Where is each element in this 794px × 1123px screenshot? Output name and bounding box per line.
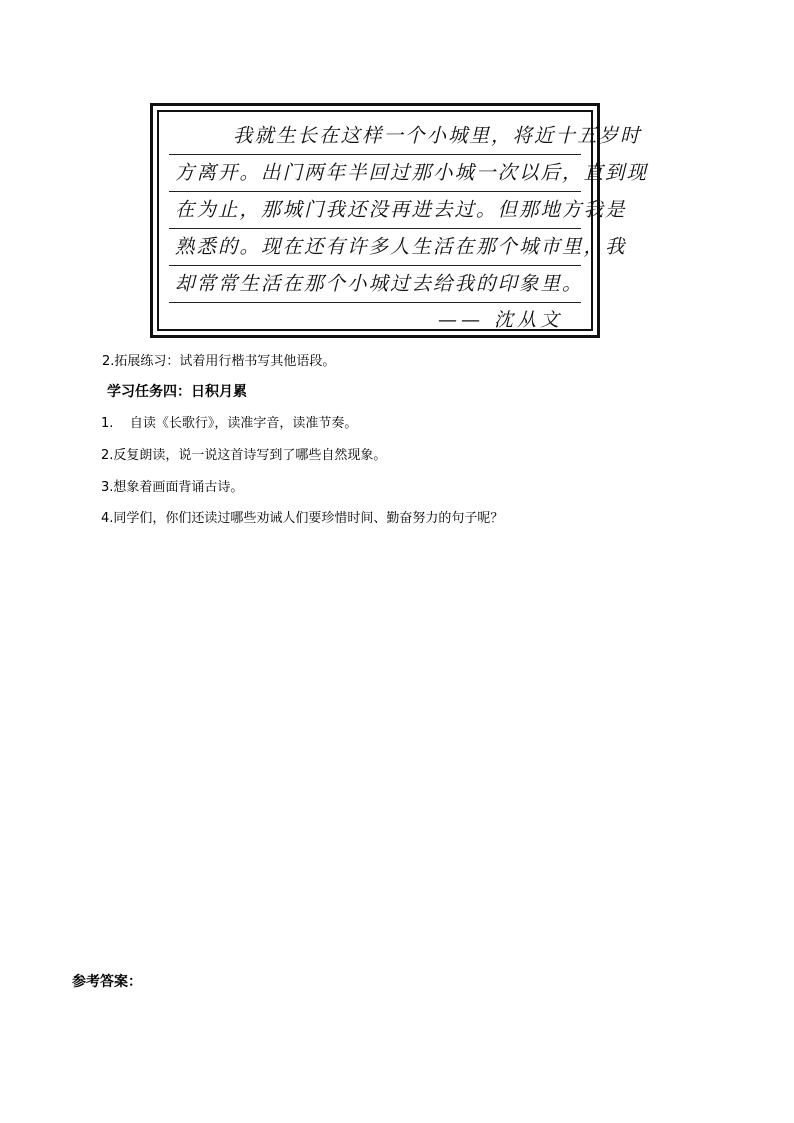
exercise-2-text: 2.拓展练习：试着用行楷书写其他语段。 — [102, 354, 336, 369]
answers-heading: 参考答案： — [72, 974, 142, 990]
ruled-line — [169, 265, 581, 266]
task-4-item-3: 3.想象着画面背诵古诗。 — [101, 480, 244, 495]
ruled-line — [169, 228, 581, 229]
calligraphy-line: 熟悉的。现在还有许多人生活在那个城市里，我 — [175, 235, 627, 258]
calligraphy-image — [150, 103, 649, 338]
calligraphy-signature: —— 沈从文 — [437, 309, 563, 331]
calligraphy-line: 在为止，那城门我还没再进去过。但那地方我是 — [175, 198, 627, 221]
task-4-item-1: 1. 自读《长歌行》，读准字音，读准节奏。 — [101, 416, 358, 431]
task-4-item-2: 2.反复朗读，说一说这首诗写到了哪些自然现象。 — [101, 448, 387, 463]
ruled-line — [169, 191, 581, 192]
calligraphy-paper — [157, 110, 649, 331]
calligraphy-line: 我就生长在这样一个小城里，将近十五岁时 — [233, 124, 642, 147]
ruled-line — [169, 154, 581, 155]
calligraphy-line: 却常常生活在那个小城过去给我的印象里。 — [175, 272, 584, 295]
task-4-heading: 学习任务四：日积月累 — [107, 384, 247, 400]
calligraphy-line: 方离开。出门两年半回过那小城一次以后，直到现 — [175, 161, 649, 184]
ruled-line — [169, 302, 581, 303]
task-4-item-4: 4.同学们，你们还读过哪些劝诫人们要珍惜时间、勤奋努力的句子呢？ — [101, 511, 504, 526]
